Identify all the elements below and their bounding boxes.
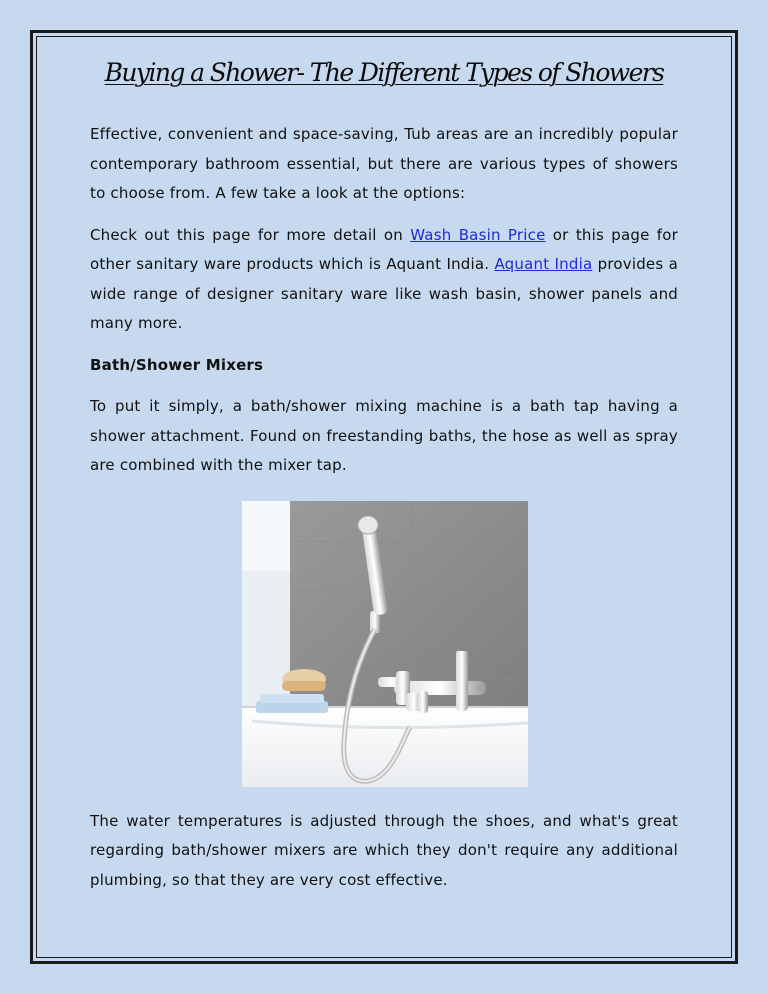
closing-paragraph: The water temperatures is adjusted through the shoes, and what's great regarding bath/shower mixers are which they don't require any additional plumbing, so that they are very cost effective.: [90, 811, 678, 889]
section-heading: Bath/Shower Mixers: [90, 355, 264, 374]
aquant-india-link[interactable]: Aquant India: [494, 255, 593, 273]
wash-basin-price-link[interactable]: Wash Basin Price: [410, 225, 546, 244]
document-body: [90, 120, 678, 907]
intro-paragraph: Effective, convenient and space-saving, Tub areas are an incredibly popular contemporary bathroom essential, but there are various types of showers to choose from. A few take a look at the options:: [90, 125, 678, 202]
section-paragraph: To put it simply, a bath/shower mixing machine is a bath tap having a shower attachment. Found on freestanding baths, the hose as well as spray are combined with the mixer tap.: [90, 397, 678, 474]
document-title: Buying a Shower- The Different Types of Showers: [104, 58, 664, 87]
links-paragraph: Check out this page for more detail on Wash Basin Price or this page for other sanitary ware products which is Aquant India. Aquant India provides a wide range of designer sanitary ware like wash basin, shower panels and many more.: [90, 225, 679, 332]
bath-shower-mixer-photo: [242, 501, 528, 787]
